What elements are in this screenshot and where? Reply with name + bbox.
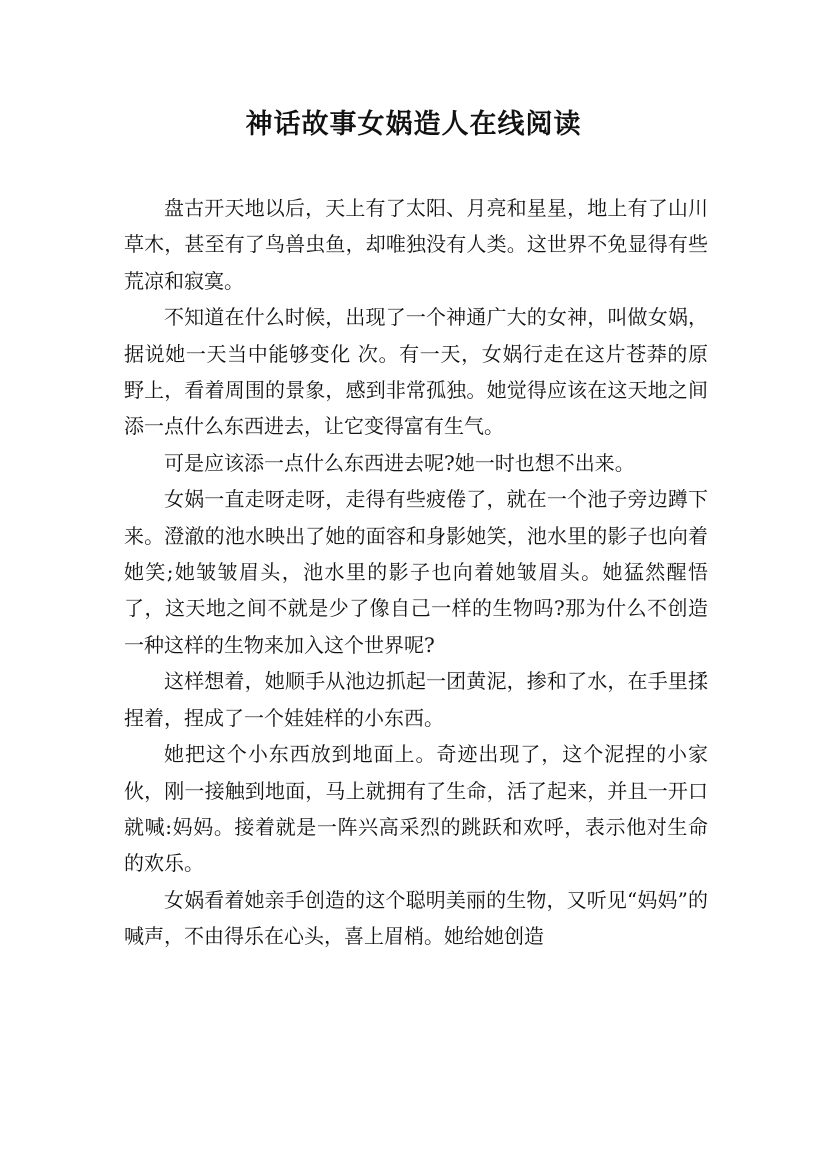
document-title: 神话故事女娲造人在线阅读: [245, 109, 582, 140]
paragraph: 这样想着，她顺手从池边抓起一团黄泥，掺和了水，在手里揉捏着，捏成了一个娃娃样的小东西。: [124, 669, 708, 730]
paragraph: 不知道在什么时候，出现了一个神通广大的女神，叫做女娲，据说她一天当中能够变化 次。有一天，女娲行走在这片苍莽的原野上，看着周围的景象，感到非常孤独。她觉得应该在这天地之间添一点什么东西进去，让它变得富有生气。: [124, 305, 708, 439]
paragraph: 女娲看着她亲手创造的这个聪明美丽的生物，又听见“妈妈”的喊声，不由得乐在心头，喜上眉梢。她给她创造: [124, 887, 708, 949]
paragraph: 盘古开天地以后，天上有了太阳、月亮和星星，地上有了山川草木，甚至有了鸟兽虫鱼，却唯独没有人类。这世界不免显得有些荒凉和寂寞。: [124, 196, 708, 293]
paragraph: 女娲一直走呀走呀，走得有些疲倦了，就在一个池子旁边蹲下来。澄澈的池水映出了她的面容和身影她笑，池水里的影子也向着她笑;她皱皱眉头，池水里的影子也向着她皱眉头。她猛然醒悟了，这天地之间不就是少了像自己一样的生物吗?那为什么不创造一种这样的生物来加入这个世界呢?: [124, 487, 708, 657]
paragraph: 她把这个小东西放到地面上。奇迹出现了，这个泥捏的小家伙，刚一接触到地面，马上就拥有了生命，活了起来，并且一开口就喊:妈妈。接着就是一阵兴高采烈的跳跃和欢呼，表示他对生命的欢乐。: [124, 742, 708, 876]
document-body: [124, 190, 708, 955]
paragraph: 可是应该添一点什么东西进去呢?她一时也想不出来。: [164, 450, 635, 475]
